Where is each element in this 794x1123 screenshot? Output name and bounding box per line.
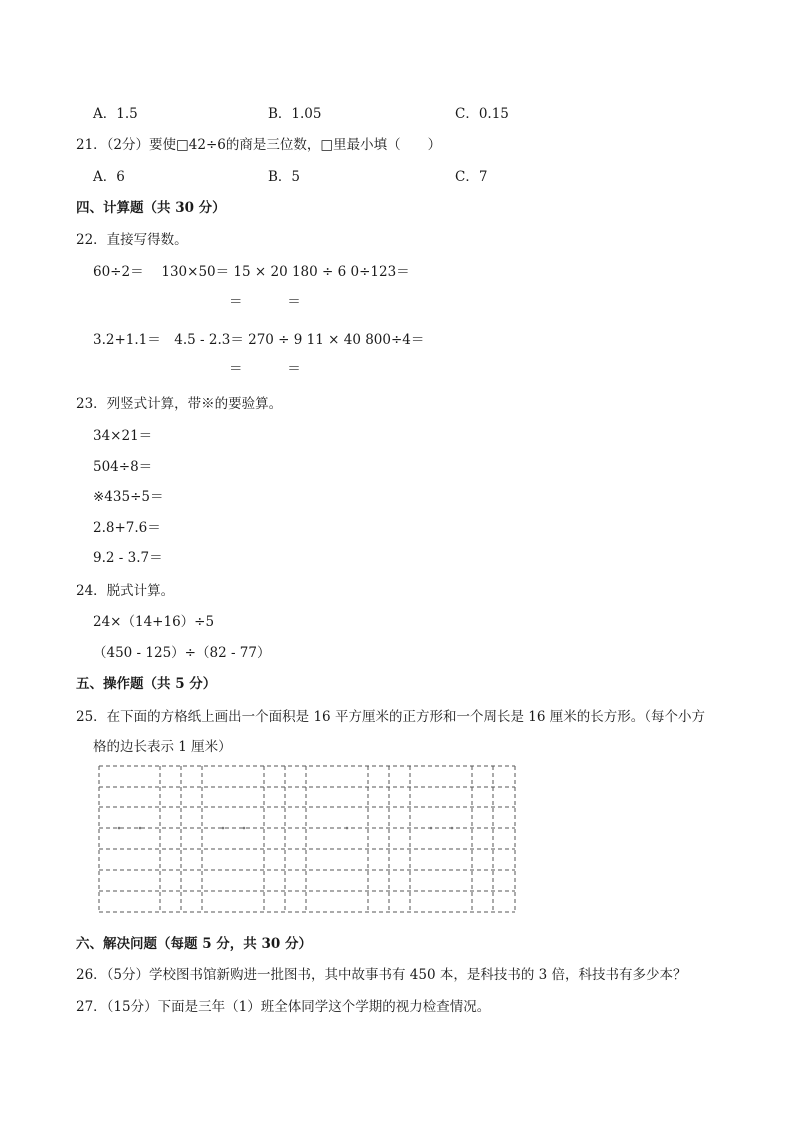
grid-dot: [118, 827, 121, 830]
q22-row2: 3.2+1.1＝ 4.5 - 2.3＝ 270 ÷ 9 11 × 40 800÷4＝: [93, 332, 425, 348]
q25-line-1: 25．在下面的方格纸上画出一个面积是 16 平方厘米的正方形和一个周长是 16 厘米的长方形。（每个小方: [76, 709, 705, 725]
q24-item-1: 24×（14+16）÷5: [93, 614, 215, 630]
q23-item-4: 2.8+7.6＝: [93, 520, 161, 536]
q20-option-b: B．1.05: [268, 106, 322, 122]
grid-dot: [430, 827, 433, 830]
grid-dot: [451, 827, 454, 830]
q21-option-a: A．6: [93, 169, 125, 185]
q21-option-c: C．7: [455, 169, 488, 185]
grid-dot: [139, 827, 142, 830]
grid-dot: [346, 827, 349, 830]
section-4-title: 四、计算题（共 30 分）: [76, 200, 226, 216]
q21-stem: 21．（2分）要使□42÷6的商是三位数，□里最小填（ ）: [76, 137, 442, 153]
q23-stem: 23．列竖式计算，带※的要验算。: [76, 396, 283, 412]
q21-option-b: B．5: [268, 169, 301, 185]
q24-stem: 24．脱式计算。: [76, 583, 175, 599]
q23-item-3: ※435÷5＝: [93, 489, 164, 505]
q20-option-a: A．1.5: [93, 106, 138, 122]
grid-paper-svg: [98, 765, 516, 915]
section-6-title: 六、解决问题（每题 5 分，共 30 分）: [76, 936, 312, 952]
section-5-title: 五、操作题（共 5 分）: [76, 676, 217, 692]
q25-line-2: 格的边长表示 1 厘米）: [93, 739, 232, 755]
q23-item-1: 34×21＝: [93, 428, 153, 444]
q23-item-5: 9.2 - 3.7＝: [93, 550, 163, 566]
q22-row1-continuation: ＝ ＝: [229, 294, 301, 310]
grid-dot: [243, 827, 246, 830]
q26-stem: 26．（5分）学校图书馆新购进一批图书，其中故事书有 450 本，是科技书的 3 倍，科技书有多少本？: [76, 967, 687, 983]
grid-dot: [222, 827, 225, 830]
q22-stem: 22．直接写得数。: [76, 232, 188, 248]
q24-item-2: （450 - 125）÷（82 - 77）: [93, 645, 271, 661]
q23-item-2: 504÷8＝: [93, 459, 153, 475]
grid-paper: [98, 765, 516, 915]
q22-row2-continuation: ＝ ＝: [229, 361, 301, 377]
q20-option-c: C．0.15: [455, 106, 509, 122]
q27-stem: 27．（15分）下面是三年（1）班全体同学这个学期的视力检查情况。: [76, 999, 491, 1015]
q22-row1: 60÷2＝ 130×50＝ 15 × 20 180 ÷ 6 0÷123＝: [93, 264, 410, 280]
